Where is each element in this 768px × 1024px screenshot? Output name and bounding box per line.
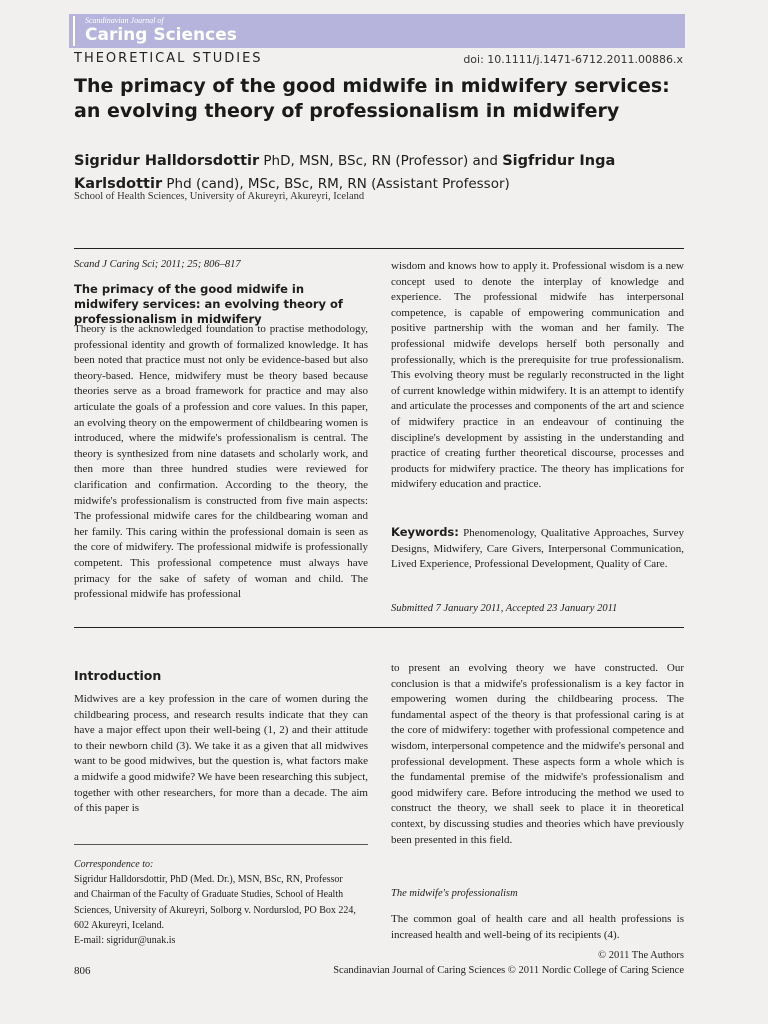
correspondence-label: Correspondence to: [74, 859, 154, 870]
intro-text-right: to present an evolving theory we have constructed. Our conclusion is that a midwife's professionalism is a key factor in empowering women during the childbearing process. The fundamental aspect of the theory is that professional caring is at the core of midwifery: together with professional competence and wisdom, interpersonal competence and the midwife's personal and professional development. These aspects form a whole which is the fundamental premise of the midwife's professionalism and good midwifery care. Before introducing the method we used to construct the theory, we shall seek to place it in theoretical context, by discussing studies and theories which have previously been presented in this field. [391, 662, 684, 846]
copyright-authors: © 2011 The Authors [598, 950, 684, 961]
abstract-text-left: Theory is the acknowledged foundation to practise methodology, professional identity and growth of formalized knowledge. It has been noted that practice must not only be evidence-based but also theory-based. Hence, midwifery must be theory based because theories serve as a broad framework for practice and may also articulate the goals of a profession and core values. In this paper, an evolving theory on the empowerment of childbearing women is introduced, where the midwife's professionalism is central. The theory is synthesized from nine datasets and scholarly work, and then more than three hundred studies were reviewed for clarification and confirmation. According to the theory, the midwife's professionalism is constructed from five main aspects: The professional midwife cares for the childbearing woman and her family. This caring within the professional domain is seen as the core of midwifery. The professional midwife is professionally competent. This professional competence must always have primacy for the sake of safety of woman and child. The professional midwife has professional [74, 323, 368, 601]
keywords-list: Phenomenology, Qualitative Approaches, Survey Designs, Midwifery, Care Givers, Interpersonal Communication, Lived Experience, Professional Development, Quality of Care. [391, 527, 684, 571]
section-heading: THEORETICAL STUDIES [74, 51, 263, 66]
submitted-date: Submitted 7 January 2011, Accepted 23 January 2011 [391, 603, 618, 614]
author-1-credentials: PhD, MSN, BSc, RN (Professor) and [259, 153, 503, 169]
correspondence-divider [74, 844, 368, 845]
intro-heading: Introduction [74, 668, 162, 683]
correspondence-email: E-mail: sigridur@unak.is [74, 935, 176, 947]
intro-text-left: Midwives are a key profession in the care of women during the childbearing process, and research results indicate that they can have a major effect upon their well-being (1, 2) and their attitude to their newborn child (3). We take it as a given that all midwives want to be good midwives, but the question is, what factors make a midwife a good midwife? We have been researching this subject, together with other researchers, for more than a decade. The aim of this paper is [74, 693, 368, 815]
abstract-text-right: wisdom and knows how to apply it. Professional wisdom is a new concept used to denote the interplay of knowledge and experience. The professional midwife has interpersonal competence, is capable of empowering communication and positive partnership with the woman and her family. The professional midwife develops herself both personally and professionally, which is the prerequisite for true professionalism. This evolving theory must be regularly reconstructed in the light of current knowledge within midwifery. It is an attempt to identify and articulate the processes and components of the art and science of midwifery practice in an endeavour of continuing the discipline's development by assisting in the understanding and practice of creating further theoretical discourse, processes and products for midwifery practice. The theory has implications for midwifery education and practice. [391, 260, 684, 491]
keywords [391, 525, 684, 573]
citation: Scand J Caring Sci; 2011; 25; 806–817 [74, 259, 241, 270]
journal-name-small: Scandinavian Journal of [85, 16, 164, 25]
author-2: Sigfridur Inga Karlsdottir [74, 153, 616, 192]
correspondence-line: Sigridur Halldorsdottir, PhD (Med. Dr.), MSN, BSc, RN, Professor [74, 874, 343, 886]
page-number: 806 [74, 965, 91, 977]
correspondence-line: 602 Akureyri, Iceland. [74, 919, 164, 931]
abstract-title: The primacy of the good midwife in midwifery services: an evolving theory of professionalism in midwifery [74, 282, 343, 326]
affiliation: School of Health Sciences, University of Akureyri, Akureyri, Iceland [74, 191, 365, 202]
correspondence-line: and Chairman of the Faculty of Graduate Studies, School of Health [74, 889, 344, 901]
journal-name: Caring Sciences [85, 25, 237, 45]
top-divider [74, 248, 684, 249]
copyright-journal: Scandinavian Journal of Caring Sciences © 2011 Nordic College of Caring Science [333, 965, 684, 976]
abstract-divider [74, 627, 684, 628]
authors [74, 150, 686, 196]
doi: doi: 10.1111/j.1471-6712.2011.00886.x [463, 53, 683, 66]
journal-banner [69, 14, 685, 48]
correspondence-block [74, 857, 374, 948]
author-2-credentials: Phd (cand), MSc, BSc, RM, RN (Assistant Professor) [162, 176, 510, 192]
correspondence-line: Sciences, University of Akureyri, Solborg v. Nordurslod, PO Box 224, [74, 904, 356, 916]
author-1: Sigridur Halldorsdottir [74, 153, 260, 169]
subsection-heading: The midwife's professionalism [391, 888, 518, 899]
keywords-label: Keywords: [391, 525, 459, 539]
subsection-text: The common goal of health care and all health professions is increased health and well-being of its recipients (4). [391, 913, 684, 941]
article-title: The primacy of the good midwife in midwifery services: an evolving theory of professionalism in midwifery [74, 75, 670, 122]
